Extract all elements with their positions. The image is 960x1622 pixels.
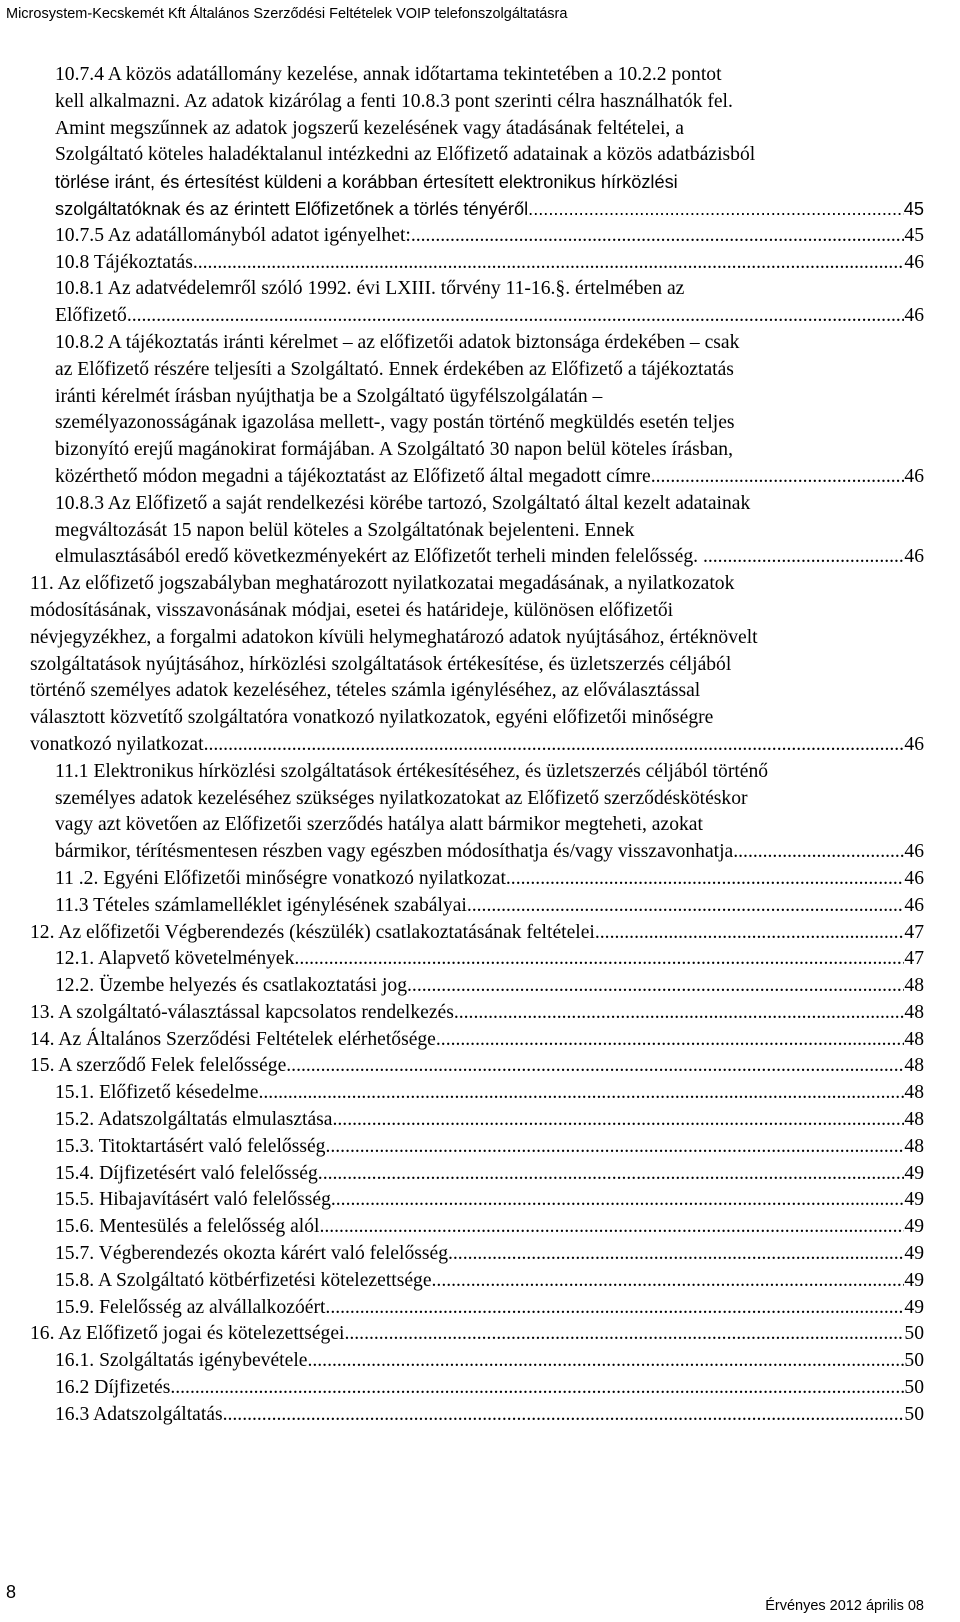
toc-line: 10.8.2 A tájékoztatás iránti kérelmet – az előfizetői adatok biztonsága érdekében – csak [55,331,740,353]
toc-entry-page: 46 [904,867,924,889]
toc-entry-title: 15. A szerződő Felek felelőssége [30,1055,287,1077]
toc-leader-dots [193,250,905,277]
toc-entry-title: 16.2 Díjfizetés [55,1377,171,1399]
toc-entry[interactable] [0,1187,960,1214]
toc-paragraph-11 [0,571,960,732]
toc-entry-title: elmulasztásából eredő következményekért az Előfizetőt terheli minden felelősség. . [55,546,708,568]
toc-entry[interactable] [0,946,960,973]
toc-entry-title: 12.1. Alapvető követelmények [55,948,295,970]
toc-entry[interactable] [0,1402,960,1429]
toc-entry-title: 10.8 Tájékoztatás [55,251,193,273]
toc-entry-title: 10.7.5 Az adatállományból adatot igényelhet: [55,224,411,246]
toc-entry[interactable] [0,1107,960,1134]
toc-entry-page: 46 [904,733,924,755]
toc-entry[interactable] [0,544,960,571]
toc-entry[interactable] [0,920,960,947]
toc-entry[interactable] [0,1241,960,1268]
toc-entry-title: 13. A szolgáltató-választással kapcsolatos rendelkezés [30,1001,454,1023]
toc-entry-page: 50 [904,1350,924,1372]
toc-entry-page: 48 [904,1028,924,1050]
toc-entry-page: 49 [904,1296,924,1318]
toc-entry-page: 48 [904,1001,924,1023]
toc-leader-dots [738,839,904,866]
toc-entry-title: 12. Az előfizetői Végberendezés (készülék) csatlakoztatásának feltételei [30,921,595,943]
toc-leader-dots [432,1268,905,1295]
toc-paragraph-10-8-3 [0,491,960,545]
toc-leader-dots [204,732,905,759]
toc-entry[interactable] [0,464,960,491]
toc-entry-page: 50 [904,1377,924,1399]
toc-leader-dots [170,1375,904,1402]
toc-entry-page: 46 [904,841,924,863]
toc-entry-page: 46 [904,546,924,568]
toc-entry-title: Előfizető [55,305,127,327]
toc-leader-dots [344,1321,904,1348]
toc-paragraph-deletion [0,169,960,196]
toc-paragraph-10-8-1 [0,276,960,303]
toc-line: 11.1 Elektronikus hírközlési szolgáltatások értékesítéséhez, és üzletszerzés céljából történő [55,760,769,782]
toc-line: kell alkalmazni. Az adatok kizárólag a fenti 10.8.3 pont szerinti célra használhatók fel. [55,90,733,112]
toc-entry[interactable] [0,250,960,277]
toc-line: szolgáltatások nyújtásához, hírközlési szolgáltatások értékesítése, és üzletszerzés céljából [30,653,732,675]
toc-entry[interactable] [0,1027,960,1054]
toc-entry-page: 46 [904,305,924,327]
toc-entry[interactable] [0,1080,960,1107]
toc-leader-dots [436,1027,905,1054]
toc-leader-dots [407,973,904,1000]
toc-leader-dots [325,1134,904,1161]
toc-entry-page: 48 [904,1109,924,1131]
toc-entry-title: 15.5. Hibajavításért való felelősség [55,1189,331,1211]
toc-leader-dots [454,1000,905,1027]
toc-entry[interactable] [0,893,960,920]
toc-leader-dots [127,303,905,330]
toc-leader-dots [286,1053,904,1080]
toc-entry-title: 14. Az Általános Szerződési Feltételek elérhetősége [30,1028,436,1050]
toc-entry-title: szolgáltatóknak és az érintett Előfizetőnek a törlés tényéről [55,198,529,219]
toc-leader-dots [595,920,905,947]
toc-entry-title: 15.7. Végberendezés okozta kárért való felelősség [55,1243,448,1265]
toc-line: vagy azt követően az Előfizetői szerződés hatálya alatt bármikor megteheti, azokat [55,814,703,836]
toc-entry-page: 46 [904,894,924,916]
toc-entry-page: 48 [904,1135,924,1157]
toc-entry-title: 15.9. Felelősség az alvállalkozóért [55,1296,326,1318]
toc-entry-page: 48 [904,975,924,997]
toc-entry[interactable] [0,1161,960,1188]
toc-entry[interactable] [0,732,960,759]
document-header: Microsystem-Kecskemét Kft Általános Szerződési Feltételek VOIP telefonszolgáltatásra [6,6,568,22]
toc-line: módosításának, visszavonásának módjai, esetei és határideje, különösen előfizetői [30,599,674,621]
toc-entry[interactable] [0,1321,960,1348]
table-of-contents [0,62,960,1429]
toc-line: 11. Az előfizető jogszabályban meghatározott nyilatkozatai megadásának, a nyilatkozatok [30,573,735,595]
toc-line: névjegyzékhez, a forgalmi adatokon kívüli helymeghatározó adatok nyújtásához, értéknövelt [30,626,758,648]
toc-entry-page: 49 [904,1269,924,1291]
toc-line: bizonyító erejű magánokirat formájában. A Szolgáltató 30 napon belül köteles írásban, [55,439,733,461]
toc-entry-page: 50 [904,1403,924,1425]
toc-entry-page: 48 [904,1055,924,1077]
toc-entry-page: 45 [903,198,924,219]
toc-entry-page: 49 [904,1216,924,1238]
toc-entry[interactable] [0,223,960,250]
toc-entry-title: 15.6. Mentesülés a felelősség alól [55,1216,320,1238]
toc-leader-dots [294,946,904,973]
toc-entry-page: 45 [904,224,924,246]
toc-line: történő személyes adatok kezeléséhez, tételes számla igényléséhez, az előválasztással [30,680,701,702]
validity-date: Érvényes 2012 április 08 [765,1598,924,1614]
toc-line: személyes adatok kezeléséhez szükséges nyilatkozatokat az Előfizető szerződéskötéskor [55,787,748,809]
toc-entry[interactable] [0,1214,960,1241]
toc-entry-page: 48 [904,1082,924,1104]
toc-entry[interactable] [0,839,960,866]
toc-entry-title: 16.1. Szolgáltatás igénybevétele [55,1350,308,1372]
toc-entry[interactable] [0,1134,960,1161]
toc-entry-title: 15.2. Adatszolgáltatás elmulasztása [55,1109,333,1131]
toc-entry-title: 11 .2. Egyéni Előfizetői minőségre vonatkozó nyilatkozat [55,867,506,889]
toc-leader-dots [448,1241,904,1268]
toc-entry-title: 11.3 Tételes számlamelléklet igénylésének szabályai [55,894,467,916]
toc-line: személyazonosságának igazolása mellett-, vagy postán történő megküldés esetén teljes [55,412,735,434]
toc-entry-page: 47 [904,921,924,943]
toc-entry-page: 47 [904,948,924,970]
toc-entry[interactable] [0,303,960,330]
toc-line: megváltozását 15 napon belül köteles a Szolgáltatónak bejelenteni. Ennek [55,519,635,541]
toc-entry-title: 12.2. Üzembe helyezés és csatlakoztatási jog [55,975,408,997]
toc-leader-dots [708,544,905,571]
toc-entry-title: 15.3. Titoktartásért való felelősség [55,1135,326,1157]
toc-paragraph-10-8-2 [0,330,960,464]
toc-leader-dots [411,223,905,250]
toc-entry[interactable] [0,973,960,1000]
toc-leader-dots [506,866,905,893]
toc-leader-dots [325,1295,904,1322]
toc-entry-page: 50 [904,1323,924,1345]
toc-line: 10.7.4 A közös adatállomány kezelése, annak időtartama tekintetében a 10.2.2 pontot [55,64,722,85]
toc-entry[interactable] [0,1000,960,1027]
toc-line: iránti kérelmét írásban nyújthatja be a Szolgáltató ügyfélszolgálatán – [55,385,603,407]
toc-paragraph-11-1 [0,759,960,839]
toc-entry[interactable] [0,1348,960,1375]
toc-entry-page: 49 [904,1162,924,1184]
toc-line: az Előfizető részére teljesíti a Szolgáltató. Ennek érdekében az Előfizető a tájékoztatás [55,358,734,380]
toc-entry-page: 49 [904,1189,924,1211]
toc-line: 10.8.1 Az adatvédelemről szóló 1992. évi LXIII. tőrvény 11-16.§. értelmében az [55,278,685,300]
toc-entry-title: 16.3 Adatszolgáltatás [55,1403,223,1425]
toc-leader-dots [467,893,905,920]
toc-entry[interactable] [0,196,960,223]
toc-entry-title: 15.8. A Szolgáltató kötbérfizetési kötelezettsége [55,1269,432,1291]
toc-leader-dots [318,1161,905,1188]
toc-entry-title: közérthető módon megadni a tájékoztatást az Előfizető által megadott címre. [55,465,656,487]
toc-leader-dots [259,1080,905,1107]
toc-leader-dots [528,196,904,223]
toc-leader-dots [331,1187,905,1214]
toc-entry-title: 15.4. Díjfizetésért való felelősség [55,1162,318,1184]
toc-entry[interactable] [0,1295,960,1322]
toc-entry-page: 46 [904,465,924,487]
toc-line: Amint megszűnnek az adatok jogszerű kezelésének vagy átadásának feltételei, a [55,117,684,139]
toc-entry[interactable] [0,1268,960,1295]
toc-entry-title: bármikor, térítésmentesen részben vagy egészben módosíthatja és/vagy visszavonhatja. [55,841,739,863]
toc-entry-title: 16. Az Előfizető jogai és kötelezettségei [30,1323,345,1345]
toc-leader-dots [223,1402,905,1429]
toc-entry[interactable] [0,1053,960,1080]
toc-paragraph-10-7-4 [0,62,960,169]
toc-entry[interactable] [0,866,960,893]
toc-line: törlése iránt, és értesítést küldeni a korábban értesített elektronikus hírközlési [55,172,678,193]
toc-line: Szolgáltató köteles haladéktalanul intézkedni az Előfizető adatainak a közös adatbázisból [55,144,756,166]
toc-leader-dots [307,1348,904,1375]
toc-line: 10.8.3 Az Előfizető a saját rendelkezési körébe tartozó, Szolgáltató által kezelt adatainak [55,492,751,514]
toc-entry-page: 46 [904,251,924,273]
toc-line: választott közvetítő szolgáltatóra vonatkozó nyilatkozatok, egyéni előfizetői minőségre [30,707,714,729]
page-number: 8 [6,1582,17,1602]
toc-leader-dots [333,1107,905,1134]
toc-entry[interactable] [0,1375,960,1402]
toc-entry-title: 15.1. Előfizető késedelme [55,1082,259,1104]
toc-leader-dots [656,464,905,491]
toc-leader-dots [319,1214,904,1241]
toc-entry-page: 49 [904,1243,924,1265]
toc-entry-title: vonatkozó nyilatkozat [30,733,204,755]
